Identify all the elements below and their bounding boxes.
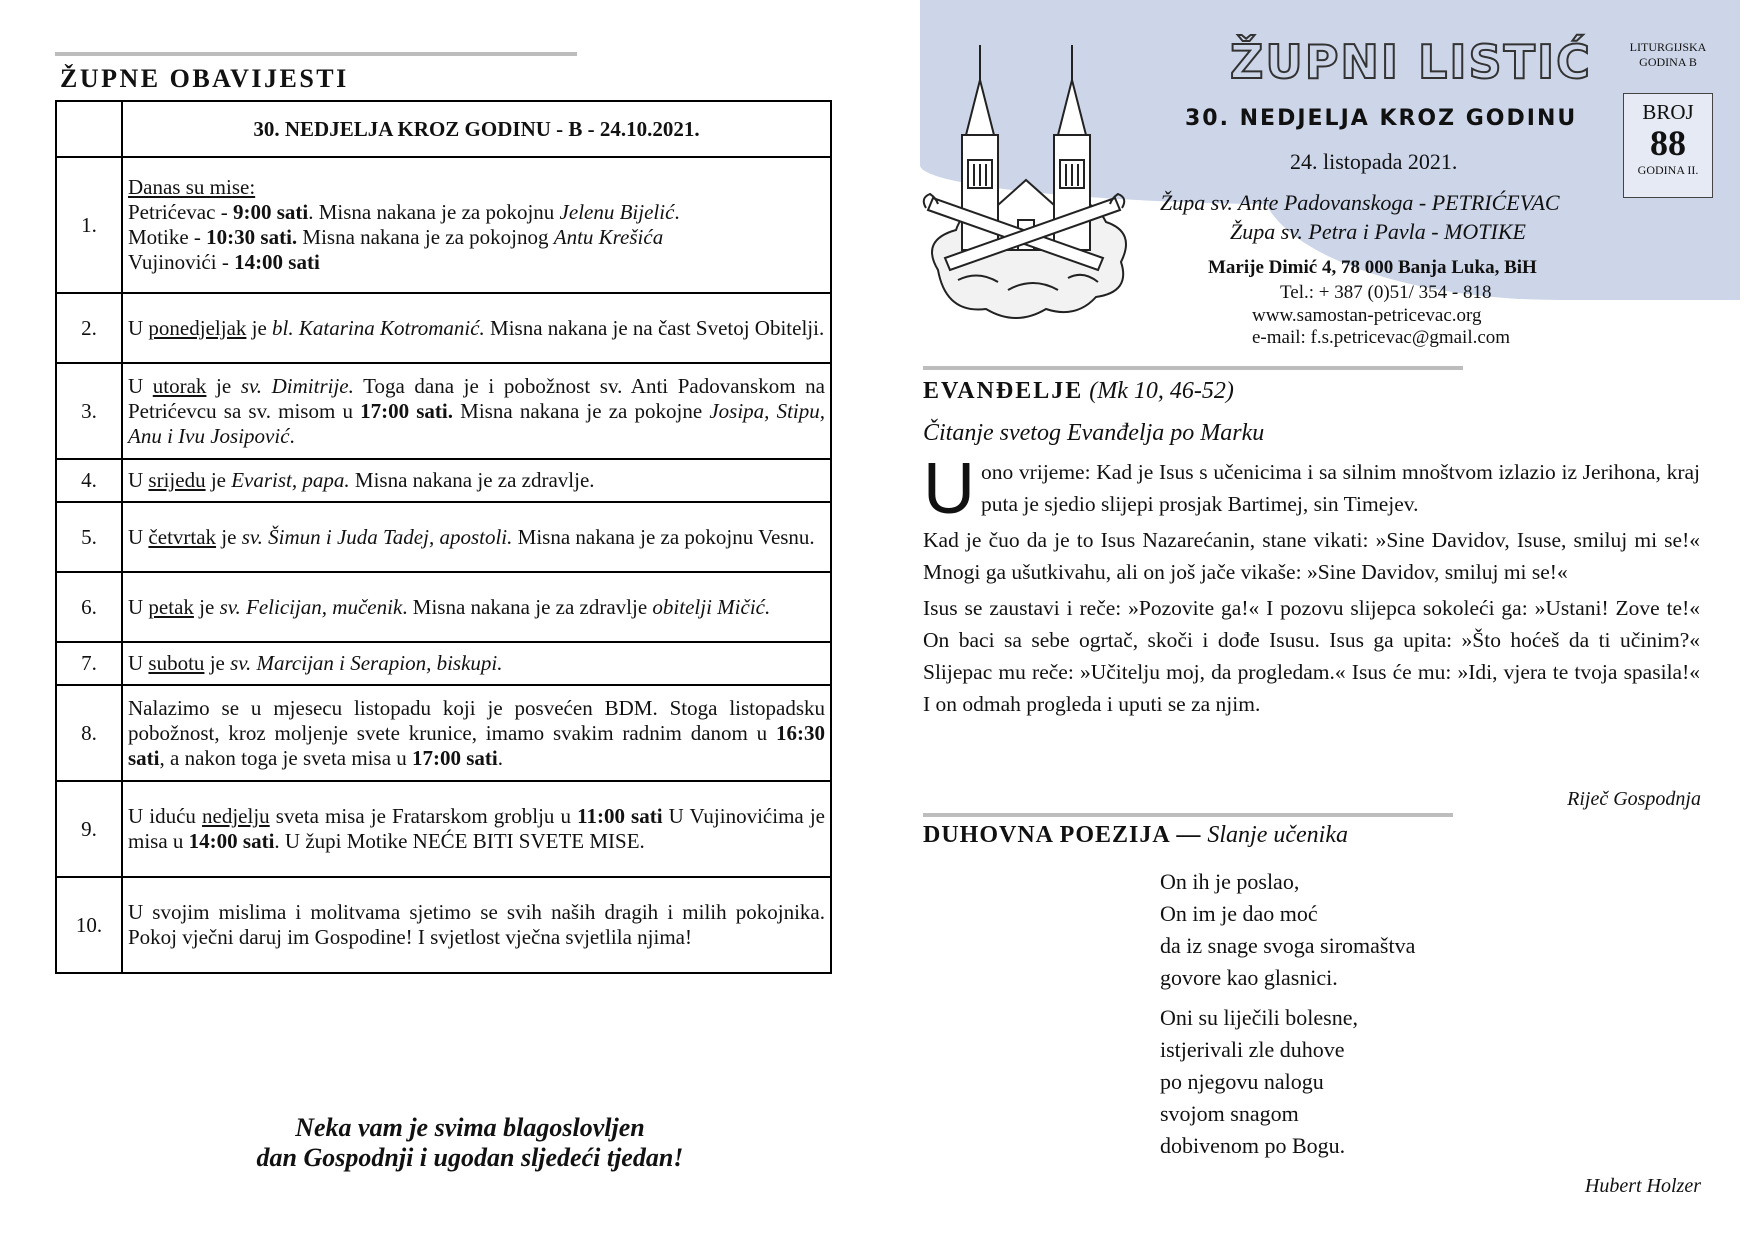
notice-number: 1.	[56, 157, 122, 293]
table-header-corner	[56, 101, 122, 157]
sunday-name: 30. NEDJELJA KROZ GODINU	[1185, 106, 1578, 131]
top-rule-left	[55, 52, 577, 56]
parish-name-1: Župa sv. Ante Padovanskoga - PETRIĆEVAC	[1160, 190, 1560, 215]
notice-row	[56, 572, 831, 642]
notice-text: U iduću nedjelju sveta misa je Fratarskom groblju u 11:00 sati U Vujinovićima je misa u 14:00 sati. U župi Motike NEĆE BITI SVETE MISE.	[122, 781, 831, 877]
liturgical-year-label: LITURGIJSKA	[1629, 40, 1707, 54]
notice-text: U četvrtak je sv. Šimun i Juda Tadej, apostoli. Misna nakana je za pokojnu Vesnu.	[122, 502, 831, 572]
notice-number: 5.	[56, 502, 122, 572]
page-title: ŽUPNE OBAVIJESTI	[60, 64, 349, 93]
notice-row	[56, 157, 831, 293]
issue-date: 24. listopada 2021.	[1290, 149, 1458, 174]
notice-number: 10.	[56, 877, 122, 973]
notice-number: 3.	[56, 363, 122, 459]
poem	[1160, 866, 1415, 1170]
poem-author: Hubert Holzer	[1584, 1175, 1701, 1197]
gospel-reference: (Mk 10, 46-52)	[1089, 378, 1234, 404]
gospel-paragraph: Isus se zaustavi i reče: »Pozovite ga!« I pozovu slijepca sokoleći ga: »Ustani! Zove te!« On baci sa sebe ogrtač, skoči i dođe Isusu. Isus ga upita: »Što hoćeš da ti učinim?« Slijepac mu reče: »Učitelju moj, da progledam.« Isus će mu: »Idi, vjera te tvoja spasila!« I on odmah progleda i uputi se za njim.	[923, 596, 1700, 716]
parish-address: Marije Dimić 4, 78 000 Banja Luka, BiH	[1208, 257, 1537, 278]
parish-name-2: Župa sv. Petra i Pavla - MOTIKE	[1230, 219, 1526, 244]
poetry-heading	[923, 822, 1348, 849]
notice-row	[56, 502, 831, 572]
parish-email: e-mail: f.s.petricevac@gmail.com	[1252, 327, 1511, 348]
section-rule-poetry	[923, 813, 1453, 817]
notice-row	[56, 459, 831, 502]
gospel-subtitle: Čitanje svetog Evanđelja po Marku	[923, 420, 1265, 446]
table-header: 30. NEDJELJA KROZ GODINU - B - 24.10.2021.	[122, 101, 831, 157]
liturgical-year	[1618, 40, 1718, 70]
poetry-title: DUHOVNA POEZIJA —	[923, 822, 1202, 848]
poem-line: On ih je poslao,	[1160, 869, 1300, 894]
notice-text: U utorak je sv. Dimitrije. Toga dana je i pobožnost sv. Anti Padovanskom na Petrićevcu sa sv. misom u 17:00 sati. Misna nakana je za pokojne Josipa, Stipu, Anu i Ivu Josipović.	[122, 363, 831, 459]
notice-number: 8.	[56, 685, 122, 781]
parish-phone: Tel.: + 387 (0)51/ 354 - 818	[1280, 282, 1492, 303]
closing-blessing	[55, 1113, 885, 1173]
bulletin-title: ŽUPNI LISTIĆ	[1230, 35, 1592, 89]
poem-line: da iz snage svoga siromaštva	[1160, 933, 1416, 958]
notice-text: Nalazimo se u mjesecu listopadu koji je posvećen BDM. Stoga listopadsku pobožnost, kroz moljenje svete krunice, imamo svakim radnim danom u 16:30 sati, a nakon toga je sveta misa u 17:00 sati.	[122, 685, 831, 781]
notice-row	[56, 363, 831, 459]
poem-stanza-2	[1160, 1002, 1415, 1162]
poem-line: istjerivali zle duhove	[1160, 1037, 1345, 1062]
gospel-closing: Riječ Gospodnja	[1567, 788, 1701, 810]
notice-row	[56, 642, 831, 685]
gospel-text	[923, 449, 1700, 724]
notice-row	[56, 877, 831, 973]
notice-number: 9.	[56, 781, 122, 877]
notice-row	[56, 293, 831, 363]
poetry-subtitle: Slanje učenika	[1207, 822, 1348, 848]
poem-line: dobivenom po Bogu.	[1160, 1133, 1346, 1158]
notice-row	[56, 781, 831, 877]
issue-label: BROJ	[1642, 100, 1694, 124]
notice-number: 4.	[56, 459, 122, 502]
notice-text: U ponedjeljak je bl. Katarina Kotromanić. Misna nakana je na čast Svetoj Obitelji.	[122, 293, 831, 363]
notice-text: U subotu je sv. Marcijan i Serapion, biskupi.	[122, 642, 831, 685]
notice-text: U svojim mislima i molitvama sjetimo se svih naših dragih i milih pokojnika. Pokoj vječni daruj im Gospodine! I svjetlost vječna svjetlila njima!	[122, 877, 831, 973]
notices-table	[55, 100, 832, 974]
issue-number: 88	[1650, 123, 1686, 163]
poem-line: svojom snagom	[1160, 1101, 1299, 1126]
gospel-heading	[923, 378, 1234, 405]
closing-line-1: Neka vam je svima blagoslovljen	[295, 1113, 645, 1142]
gospel-paragraph	[923, 449, 1700, 529]
notice-row	[56, 685, 831, 781]
notice-number: 7.	[56, 642, 122, 685]
poem-line: govore kao glasnici.	[1160, 965, 1338, 990]
church-logo-icon	[918, 40, 1130, 322]
section-rule-gospel	[923, 366, 1463, 370]
parish-website: www.samostan-petricevac.org	[1252, 305, 1482, 326]
notice-number: 6.	[56, 572, 122, 642]
poem-line: On im je dao moć	[1160, 901, 1318, 926]
gospel-paragraph: Kad je čuo da je to Isus Nazarećanin, stane vikati: »Sine Davidov, Isuse, smiluj mi se!« Mnogi ga ušutkivahu, ali on još jače vikaše: »Sine Davidov, smiluj mi se!«	[923, 528, 1700, 584]
notice-text: U srijedu je Evarist, papa. Misna nakana je za zdravlje.	[122, 459, 831, 502]
poem-stanza-1	[1160, 866, 1415, 994]
notice-number: 2.	[56, 293, 122, 363]
gospel-paragraph-1-text: ono vrijeme: Kad je Isus s učenicima i sa silnim mnoštvom izlazio iz Jerihona, kraj puta je sjedio slijepi prosjak Bartimej, sin Timejev.	[981, 460, 1700, 516]
notice-text: U petak je sv. Felicijan, mučenik. Misna nakana je za zdravlje obitelji Mičić.	[122, 572, 831, 642]
drop-cap: U	[923, 449, 975, 529]
poem-line: po njegovu nalogu	[1160, 1069, 1324, 1094]
issue-year: GODINA II.	[1637, 163, 1699, 177]
gospel-title: EVANĐELJE	[923, 378, 1084, 404]
closing-line-2: dan Gospodnji i ugodan sljedeći tjedan!	[256, 1143, 684, 1172]
liturgical-year-value: GODINA B	[1639, 55, 1697, 69]
notice-text: Danas su mise: Petrićevac - 9:00 sati. Misna nakana je za pokojnu Jelenu Bijelić. Motike - 10:30 sati. Misna nakana je za pokojnog Antu Krešića Vujinovići - 14:00 sati	[122, 157, 831, 293]
poem-line: Oni su liječili bolesne,	[1160, 1005, 1358, 1030]
issue-number-box	[1623, 93, 1713, 198]
